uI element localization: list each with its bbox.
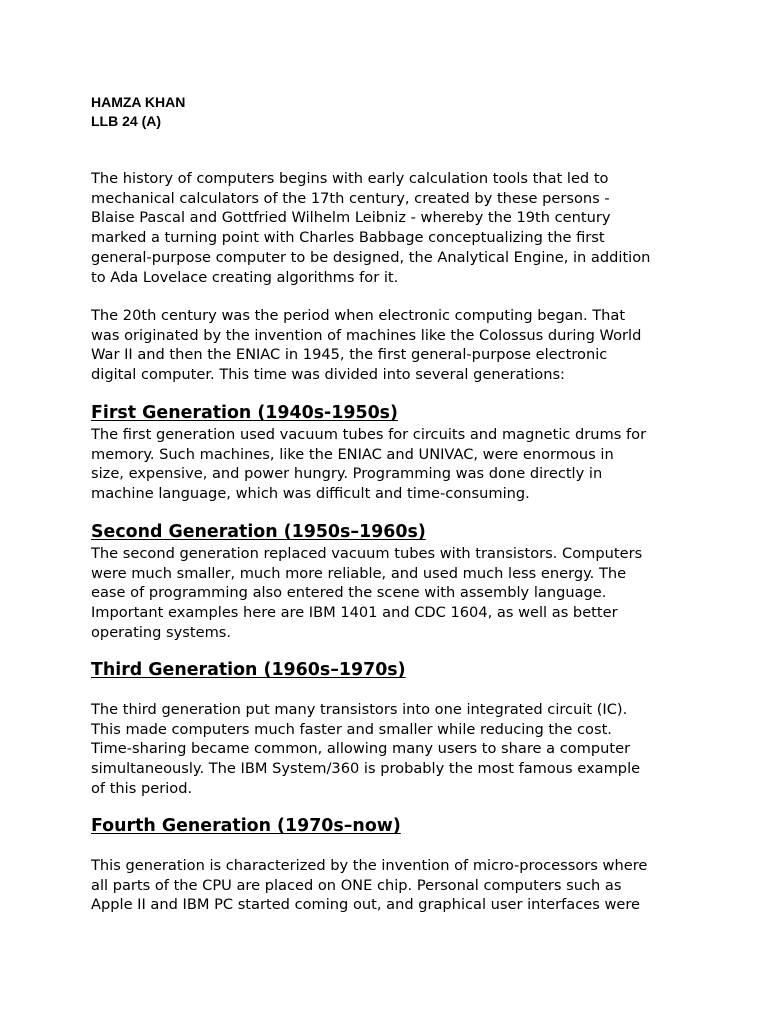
text-line: Time-sharing became common, allowing many users to share a computer [91, 740, 631, 758]
text-line: War II and then the ENIAC in 1945, the first general-purpose electronic [91, 346, 608, 364]
section-body-first-generation [91, 425, 691, 504]
section-heading-first-generation: First Generation (1940s-1950s) [91, 403, 398, 423]
text-line: Apple II and IBM PC started coming out, and graphical user interfaces were [91, 896, 641, 914]
text-line: operating systems. [91, 623, 232, 641]
text-line: marked a turning point with Charles Babbage conceptualizing the first [91, 229, 605, 247]
text-line: memory. Such machines, like the ENIAC and UNIVAC, were enormous in [91, 445, 614, 463]
text-line: of this period. [91, 779, 193, 797]
intro-paragraph [91, 169, 691, 287]
text-line: ease of programming also entered the scene with assembly language. [91, 584, 607, 602]
author-name: HAMZA KHAN [91, 94, 186, 110]
text-line: Important examples here are IBM 1401 and CDC 1604, as well as better [91, 604, 618, 622]
section-body-third-generation [91, 700, 691, 799]
text-line: all parts of the CPU are placed on ONE chip. Personal computers such as [91, 876, 622, 894]
text-line: The history of computers begins with early calculation tools that led to [91, 170, 609, 187]
text-line: mechanical calculators of the 17th century, created by these persons - [91, 189, 610, 207]
text-line: Blaise Pascal and Gottfried Wilhelm Leibniz - whereby the 19th century [91, 209, 611, 227]
text-line: machine language, which was difficult and time-consuming. [91, 485, 530, 503]
section-heading-fourth-generation: Fourth Generation (1970s–now) [91, 816, 401, 836]
text-line: general-purpose computer to be designed, the Analytical Engine, in addition [91, 248, 651, 266]
text-line: The 20th century was the period when electronic computing began. That [91, 307, 626, 324]
twentieth-century-paragraph [91, 306, 691, 385]
text-line: digital computer. This time was divided into several generations: [91, 366, 565, 384]
section-heading-third-generation: Third Generation (1960s–1970s) [91, 660, 406, 680]
text-line: The second generation replaced vacuum tubes with transistors. Computers [91, 545, 643, 562]
text-line: This made computers much faster and smaller while reducing the cost. [91, 720, 612, 738]
section-body-fourth-generation [91, 856, 691, 915]
text-line: size, expensive, and power hungry. Programming was done directly in [91, 465, 603, 483]
author-header [91, 93, 185, 131]
text-line: to Ada Lovelace creating algorithms for it. [91, 268, 399, 286]
text-line: were much smaller, much more reliable, and used much less energy. The [91, 564, 627, 582]
author-class: LLB 24 (A) [91, 113, 161, 129]
section-heading-second-generation: Second Generation (1950s–1960s) [91, 522, 426, 542]
text-line: was originated by the invention of machines like the Colossus during World [91, 326, 642, 344]
text-line: The first generation used vacuum tubes for circuits and magnetic drums for [91, 426, 647, 443]
section-body-second-generation [91, 544, 691, 643]
text-line: simultaneously. The IBM System/360 is probably the most famous example [91, 760, 641, 778]
text-line: The third generation put many transistors into one integrated circuit (IC). [91, 701, 628, 718]
text-line: This generation is characterized by the invention of micro-processors where [91, 857, 648, 874]
